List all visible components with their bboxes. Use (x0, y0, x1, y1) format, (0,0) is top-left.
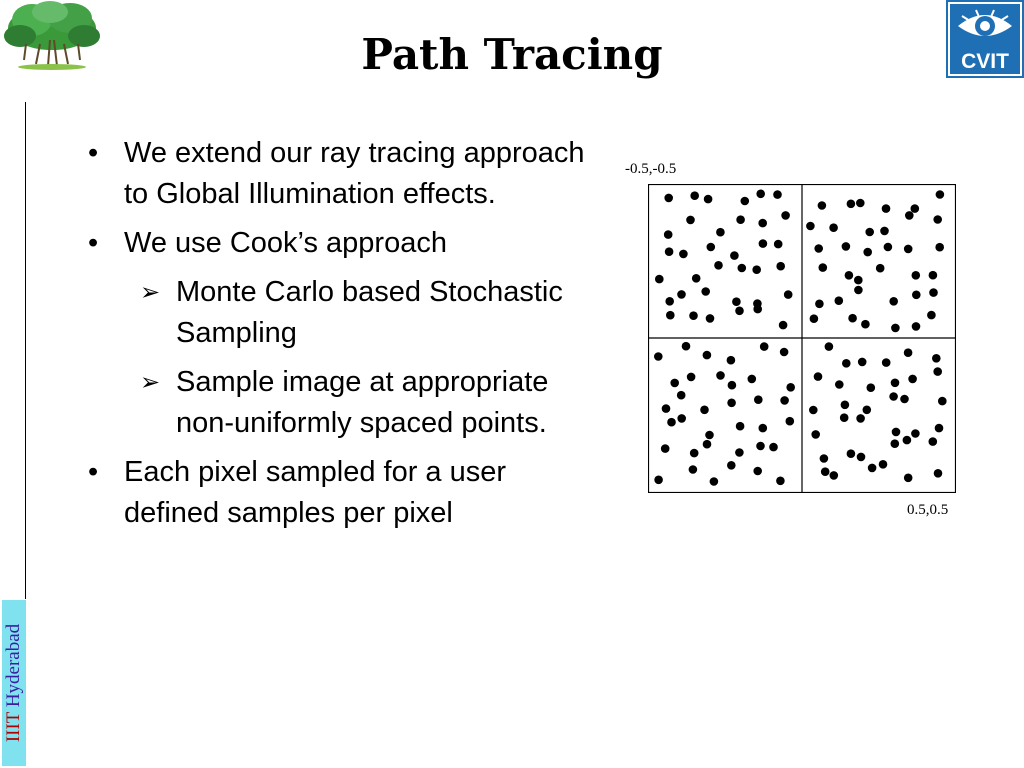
sample-point (756, 442, 765, 451)
sample-point (738, 264, 747, 273)
sample-point (841, 401, 850, 410)
sample-point (735, 307, 744, 316)
sample-point (929, 288, 938, 297)
sub-bullet-text: Sample image at appropriate non-uniformly spaced points. (176, 366, 549, 439)
sample-point (682, 342, 691, 351)
sample-point (889, 392, 898, 401)
sample-point (786, 383, 795, 392)
sample-point (786, 417, 795, 426)
institute-label-part2: Hyderabad (3, 623, 24, 712)
sample-point (703, 351, 712, 360)
sample-point (748, 375, 757, 384)
sample-point (687, 373, 696, 382)
sample-point (835, 296, 844, 305)
sample-point (704, 195, 713, 204)
sample-point (814, 244, 823, 253)
sample-point (938, 397, 947, 406)
sample-point (927, 311, 936, 320)
sample-point (818, 201, 827, 210)
sample-point (727, 399, 736, 408)
sample-point (667, 418, 676, 427)
sample-point (728, 381, 737, 390)
sample-point (780, 396, 789, 405)
sample-point (815, 300, 824, 309)
sample-point (936, 190, 945, 199)
sample-point (776, 477, 785, 486)
bullet-text: Each pixel sampled for a user defined samples per pixel (124, 456, 507, 529)
sample-point (735, 448, 744, 457)
sample-point (825, 342, 834, 351)
sample-point (847, 200, 856, 209)
sample-point (865, 228, 874, 237)
sample-point (854, 276, 863, 285)
sample-point (716, 228, 725, 237)
sample-point (933, 215, 942, 224)
sample-point (689, 465, 698, 474)
sample-point (706, 314, 715, 323)
cvit-logo-text: CVIT (961, 50, 1009, 73)
sample-point (854, 286, 863, 295)
sample-point (654, 476, 663, 485)
slide-title: Path Tracing (361, 30, 663, 79)
sample-point (810, 314, 819, 323)
bullet-item (88, 223, 608, 264)
sample-point (876, 264, 885, 273)
sample-point (759, 424, 768, 433)
sample-point (758, 219, 767, 228)
institute-label (3, 624, 25, 742)
sample-point (727, 461, 736, 470)
sample-point (716, 371, 725, 380)
arrow-bullet-icon: ➢ (140, 369, 161, 396)
sample-point (929, 271, 938, 280)
sample-point (891, 439, 900, 448)
sample-point (756, 190, 765, 199)
sample-point (912, 271, 921, 280)
sub-bullet-text: Monte Carlo based Stochastic Sampling (176, 276, 563, 349)
sample-point (905, 211, 914, 220)
sample-point (882, 358, 891, 367)
sample-point (776, 262, 785, 271)
sample-point (934, 469, 943, 478)
sample-point (814, 372, 823, 381)
sample-point (935, 424, 944, 433)
sample-point (935, 243, 944, 252)
sample-point (714, 261, 723, 270)
sample-point (781, 211, 790, 220)
sample-point (727, 356, 736, 365)
sample-point (861, 320, 870, 329)
sample-point (904, 245, 913, 254)
sample-point (821, 467, 830, 476)
sample-point (884, 243, 893, 252)
sample-point (809, 406, 818, 415)
sample-point (753, 305, 762, 314)
sample-point (661, 444, 670, 453)
sample-point (882, 204, 891, 213)
sample-point (879, 460, 888, 469)
sample-point (662, 404, 671, 413)
sample-point (701, 287, 710, 296)
sample-point (889, 297, 898, 306)
sample-point (891, 379, 900, 388)
sample-point (707, 243, 716, 252)
sample-point (679, 250, 688, 259)
sample-point (911, 429, 920, 438)
sample-point (842, 242, 851, 251)
sample-point (773, 190, 782, 199)
sample-point (710, 477, 719, 486)
sample-point (677, 290, 686, 299)
sample-point (845, 271, 854, 280)
sample-point (830, 471, 839, 480)
sample-point (903, 436, 912, 445)
sample-point (900, 395, 909, 404)
sample-point (670, 379, 679, 388)
sample-point (665, 297, 674, 306)
sample-point (806, 222, 815, 231)
sample-point (754, 395, 763, 404)
sample-point (705, 431, 714, 440)
sample-point (856, 414, 865, 423)
sample-point (654, 352, 663, 361)
sample-point (835, 380, 844, 389)
sample-point (780, 348, 789, 357)
sample-point (665, 247, 674, 256)
sample-point (700, 406, 709, 415)
sample-point (867, 383, 876, 392)
sample-point (784, 290, 793, 299)
sample-point (856, 199, 865, 208)
corner-label-bottom-right: 0.5,0.5 (907, 502, 949, 518)
sub-bullet-item (140, 362, 608, 444)
sample-point (736, 422, 745, 431)
sample-point (842, 359, 851, 368)
sample-point (912, 322, 921, 331)
sample-point (703, 440, 712, 449)
bullet-text: We extend our ray tracing approach to Global Illumination effects. (124, 137, 585, 210)
sub-bullet-item (140, 272, 608, 354)
sample-point (769, 443, 778, 452)
sample-point (666, 311, 675, 320)
sample-point (857, 453, 866, 462)
sample-point (904, 348, 913, 357)
sample-point (929, 437, 938, 446)
sample-point (779, 321, 788, 330)
sample-point (774, 240, 783, 249)
sample-point (912, 291, 921, 300)
stochastic-sample-grid (648, 184, 956, 493)
sample-point (736, 215, 745, 224)
sample-point (848, 314, 857, 323)
sample-point (760, 342, 769, 351)
sample-point (811, 430, 820, 439)
sample-point (932, 354, 941, 363)
sample-point (677, 414, 686, 423)
sample-point (686, 216, 695, 225)
sample-point (847, 449, 856, 458)
sample-point (819, 263, 828, 272)
sample-point (753, 467, 762, 476)
sample-point (840, 413, 849, 422)
arrow-bullet-icon: ➢ (140, 279, 161, 306)
sample-point (908, 375, 917, 384)
sample-point (880, 227, 889, 236)
left-divider (25, 102, 26, 599)
sample-point (752, 265, 761, 274)
bullet-dot-icon: • (88, 137, 99, 169)
sample-point (820, 454, 829, 463)
sample-point (664, 194, 673, 203)
bullet-item (88, 452, 608, 534)
bullet-dot-icon: • (88, 456, 99, 488)
sample-point (741, 197, 750, 206)
institute-label-part1: IIIT (3, 711, 24, 743)
sample-point (911, 204, 920, 213)
sample-point (868, 464, 877, 473)
sample-point (692, 274, 701, 283)
sample-point (689, 311, 698, 320)
sample-point (858, 358, 867, 367)
sample-point (863, 406, 872, 415)
sample-point (829, 223, 838, 232)
bullet-item (88, 133, 608, 215)
sample-point (655, 275, 664, 284)
sample-point (664, 230, 673, 239)
sample-point (690, 191, 699, 200)
sample-point (891, 324, 900, 333)
sample-point (863, 248, 872, 257)
sample-point (892, 428, 901, 437)
sample-point (759, 239, 768, 248)
sample-point (933, 367, 942, 376)
bullet-list (88, 133, 608, 542)
bullet-dot-icon: • (88, 227, 99, 259)
sample-point (732, 297, 741, 306)
sample-point (690, 449, 699, 458)
corner-label-top-left: -0.5,-0.5 (625, 161, 677, 177)
sample-point (730, 251, 739, 260)
bullet-text: We use Cook’s approach (124, 227, 447, 259)
sample-point (677, 391, 686, 400)
sample-point (904, 474, 913, 483)
